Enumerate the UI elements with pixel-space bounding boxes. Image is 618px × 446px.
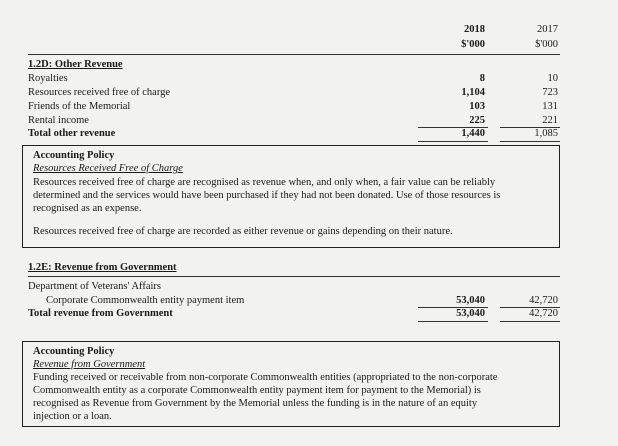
section-title-revenue-from-government: 1.2E: Revenue from Government [28, 262, 177, 273]
section-rule [28, 276, 560, 277]
policy-text-line: Commonwealth entity as a corporate Commonwealth entity payment item for payment to the Memorial) is [33, 385, 481, 396]
total-label: Total other revenue [28, 128, 116, 139]
row-value-2017: 42,720 [529, 295, 558, 306]
row-value-2018: 8 [479, 73, 485, 84]
row-value-2017: 10 [547, 73, 558, 84]
policy-text-line: recognised as Revenue from Government by the Memorial unless the funding is in the nature of an equity [33, 398, 478, 409]
row-label: Friends of the Memorial [28, 101, 131, 112]
col-2017-year: 2017 [537, 24, 558, 35]
policy-heading: Accounting Policy [33, 150, 115, 161]
policy-text-line: Resources received free of charge are recognised as revenue when, and only when, a fair value can be reliably [33, 177, 496, 188]
total-value-2017: 42,720 [529, 308, 558, 319]
policy-subheading: Revenue from Government [33, 359, 146, 370]
row-value-2017: 131 [542, 101, 558, 112]
total-rule-2018 [418, 141, 488, 142]
row-value-2017: 723 [542, 87, 558, 98]
row-value-2018: 225 [469, 115, 485, 126]
row-label: Rental income [28, 115, 89, 126]
col-2017-unit: $'000 [535, 39, 558, 50]
header-rule [28, 54, 560, 55]
col-2018-unit: $'000 [461, 39, 485, 50]
policy-text-extra: Resources received free of charge are recorded as either revenue or gains depending on their nature. [33, 226, 453, 237]
row-label: Corporate Commonwealth entity payment item [46, 295, 245, 306]
policy-text-line: injection or a loan. [33, 411, 112, 422]
policy-text-line: Funding received or receivable from non-corporate Commonwealth entities (appropriated to the non-corporate [33, 372, 498, 383]
policy-subheading: Resources Received Free of Charge [33, 163, 183, 174]
row-label: Royalties [28, 73, 68, 84]
accounting-policy-box [22, 341, 560, 427]
row-label: Resources received free of charge [28, 87, 171, 98]
accounting-policy-box [22, 145, 560, 248]
total-value-2017: 1,085 [534, 128, 558, 139]
row-value-2018: 53,040 [456, 295, 485, 306]
total-rule-2017 [500, 141, 560, 142]
total-value-2018: 53,040 [456, 308, 485, 319]
row-value-2018: 1,104 [461, 87, 485, 98]
total-rule-2017 [500, 321, 560, 322]
col-2018-year: 2018 [464, 24, 485, 35]
row-value-2017: 221 [542, 115, 558, 126]
policy-heading: Accounting Policy [33, 346, 115, 357]
section-title-other-revenue: 1.2D: Other Revenue [28, 59, 123, 70]
policy-text-line: recognised as an expense. [33, 203, 142, 214]
department-label: Department of Veterans' Affairs [28, 281, 162, 292]
total-value-2018: 1,440 [461, 128, 485, 139]
policy-text-line: determined and the services would have been purchased if they had not been donated. Use of those resources is [33, 190, 501, 201]
row-value-2018: 103 [469, 101, 485, 112]
total-rule-2018 [418, 321, 488, 322]
total-label: Total revenue from Government [28, 308, 173, 319]
